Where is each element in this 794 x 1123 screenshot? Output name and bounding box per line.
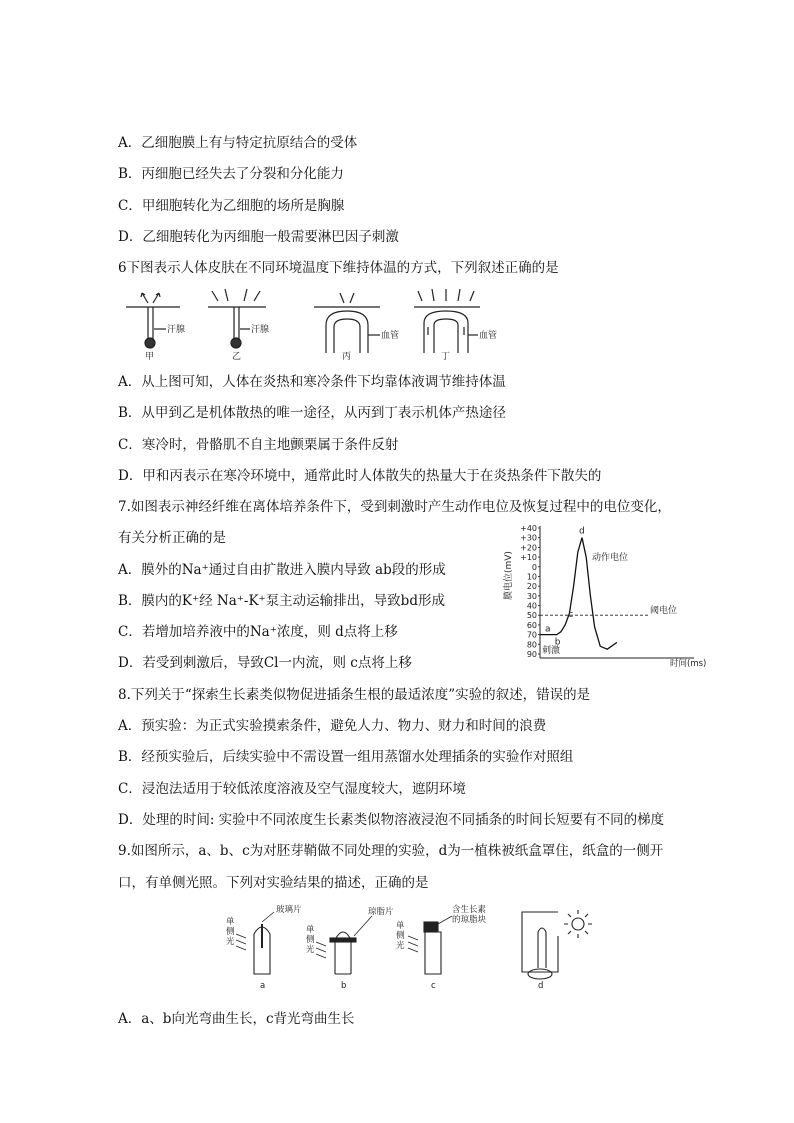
- q6-stem: 6下图表示人体皮肤在不同环境温度下维持体温的方式，下列叙述正确的是: [118, 260, 559, 276]
- y-tick-label: 70: [526, 630, 537, 640]
- setup-b: [316, 916, 372, 974]
- q5-option-a: A．乙细胞膜上有与特定抗原结合的受体: [118, 135, 358, 151]
- q8-option-c: C．浸泡法适用于较低浓度溶液及空气湿度较大，遮阴环境: [118, 781, 466, 797]
- q8-option-d: D．处理的时间: 实验中不同浓度生长素类似物溶液浸泡不同插条的时间长短要有不同的梯度: [118, 812, 665, 828]
- skin-thermoregulation-figure: [118, 285, 498, 363]
- label-c: c: [431, 981, 436, 991]
- figure-bing: [314, 293, 380, 353]
- y-tick-label: +10: [520, 553, 537, 563]
- x-axis-label: 时间(ms): [670, 659, 707, 669]
- label-bing: 丙: [342, 352, 352, 362]
- figure-jia: [126, 293, 180, 348]
- setup-d: [522, 910, 592, 979]
- y-axis-label: 膜电位(mV): [504, 551, 514, 600]
- label-vessel-2: 血管: [479, 331, 498, 341]
- y-tick-label: 20: [526, 582, 537, 592]
- light-a-3: 光: [226, 937, 235, 947]
- y-tick-label: 90: [526, 650, 537, 659]
- q9-option-a: A．a、b向光弯曲生长，c背光弯曲生长: [118, 1011, 355, 1027]
- point-label-d: d: [579, 526, 585, 537]
- y-tick-label: +40: [520, 524, 537, 533]
- q7-option-d: D．若受到刺激后，导致Cl一内流，则 c点将上移: [118, 655, 412, 671]
- q7-stem-line2: 有关分析正确的是: [118, 530, 226, 546]
- y-tick-label: 80: [526, 640, 537, 650]
- y-tick-label: 0: [531, 562, 537, 572]
- q6-option-d: D．甲和丙表示在寒冷环境中，通常此时人体散失的热量大于在炎热条件下散失的: [118, 468, 602, 484]
- y-tick-label: 10: [526, 572, 537, 582]
- label-d: d: [538, 981, 544, 991]
- label-auxin-2: 的琼脂块: [452, 915, 487, 925]
- q7-stem-line1: 7.如图表示神经纤维在离体培养条件下，受到刺激时产生动作电位及恢复过程中的电位变化，: [118, 499, 671, 515]
- q8-option-a: A．预实验：为正式实验摸索条件，避免人力、物力、财力和时间的浪费: [118, 718, 547, 734]
- light-b-1: 单: [306, 925, 315, 935]
- light-c-1: 单: [396, 921, 405, 931]
- light-b-2: 侧: [306, 935, 315, 945]
- label-ding: 丁: [441, 352, 451, 362]
- y-tick-label: 50: [526, 611, 537, 621]
- point-label-c: c: [568, 610, 574, 621]
- q5-option-b: B．丙细胞已经失去了分裂和分化能力: [118, 166, 344, 182]
- y-tick-label: +30: [520, 533, 537, 543]
- y-tick-label: 30: [526, 591, 537, 601]
- point-label-b: b: [554, 637, 561, 648]
- light-c-3: 光: [396, 941, 405, 951]
- action-potential-label: 动作电位: [592, 553, 629, 563]
- q6-option-a: A．从上图可知，人体在炎热和寒冷条件下均靠体液调节维持体温: [118, 374, 506, 390]
- light-a-1: 单: [226, 917, 235, 927]
- action-potential-chart: [500, 520, 707, 670]
- light-c-2: 侧: [396, 931, 405, 941]
- label-b: b: [341, 981, 347, 991]
- setup-c: [408, 916, 452, 974]
- label-auxin-1: 含生长素: [452, 905, 487, 915]
- q8-stem: 8.下列关于“探索生长素类似物促进插条生根的最适浓度”实验的叙述，错误的是: [118, 687, 591, 703]
- label-agar: 琼脂片: [368, 907, 394, 917]
- q9-stem-line2: 口，有单侧光照。下列对实验结果的描述，正确的是: [118, 875, 429, 891]
- q8-option-b: B．经预实验后，后续实验中不需设置一组用蒸馏水处理插条的实验作对照组: [118, 749, 574, 765]
- label-vessel-1: 血管: [381, 331, 400, 341]
- q7-option-c: C．若增加培养液中的Na⁺浓度，则 d点将上移: [118, 624, 398, 640]
- q6-option-b: B．从甲到乙是机体散热的唯一途径，从丙到丁表示机体产热途径: [118, 405, 506, 421]
- figure-ding: [414, 289, 480, 353]
- light-a-2: 侧: [226, 927, 235, 937]
- q9-stem-line1: 9.如图所示，a、b、c为对胚芽鞘做不同处理的实验，d为一植株被纸盒罩住，纸盒的一侧开: [118, 843, 664, 859]
- q7-option-b: B．膜内的K⁺经 Na⁺-K⁺泵主动运输排出，导致bd形成: [118, 593, 445, 609]
- y-tick-label: +20: [520, 543, 537, 553]
- stimulus-label: 刺激: [542, 646, 561, 656]
- label-sweat-gland-2: 汗腺: [251, 325, 270, 335]
- q6-option-c: C．寒冷时，骨骼肌不自主地颤栗属于条件反射: [118, 437, 399, 453]
- q5-option-d: D．乙细胞转化为丙细胞一般需要淋巴因子刺激: [118, 229, 399, 245]
- light-b-3: 光: [306, 945, 315, 955]
- figure-yi: [208, 289, 266, 348]
- y-tick-label: 40: [526, 601, 537, 611]
- point-label-a: a: [545, 624, 551, 635]
- setup-a: [236, 912, 274, 974]
- coleoptile-experiment-figure: [222, 902, 602, 992]
- label-yi: 乙: [232, 352, 242, 362]
- y-tick-label: 60: [526, 620, 537, 630]
- q5-option-c: C．甲细胞转化为乙细胞的场所是胸腺: [118, 198, 345, 214]
- label-glass: 玻璃片: [276, 905, 302, 915]
- label-sweat-gland-1: 汗腺: [167, 325, 186, 335]
- label-a: a: [260, 981, 266, 991]
- threshold-label: 阈电位: [650, 606, 678, 616]
- q7-option-a: A．膜外的Na⁺通过自由扩散进入膜内导致 ab段的形成: [118, 562, 446, 578]
- label-jia: 甲: [145, 352, 155, 362]
